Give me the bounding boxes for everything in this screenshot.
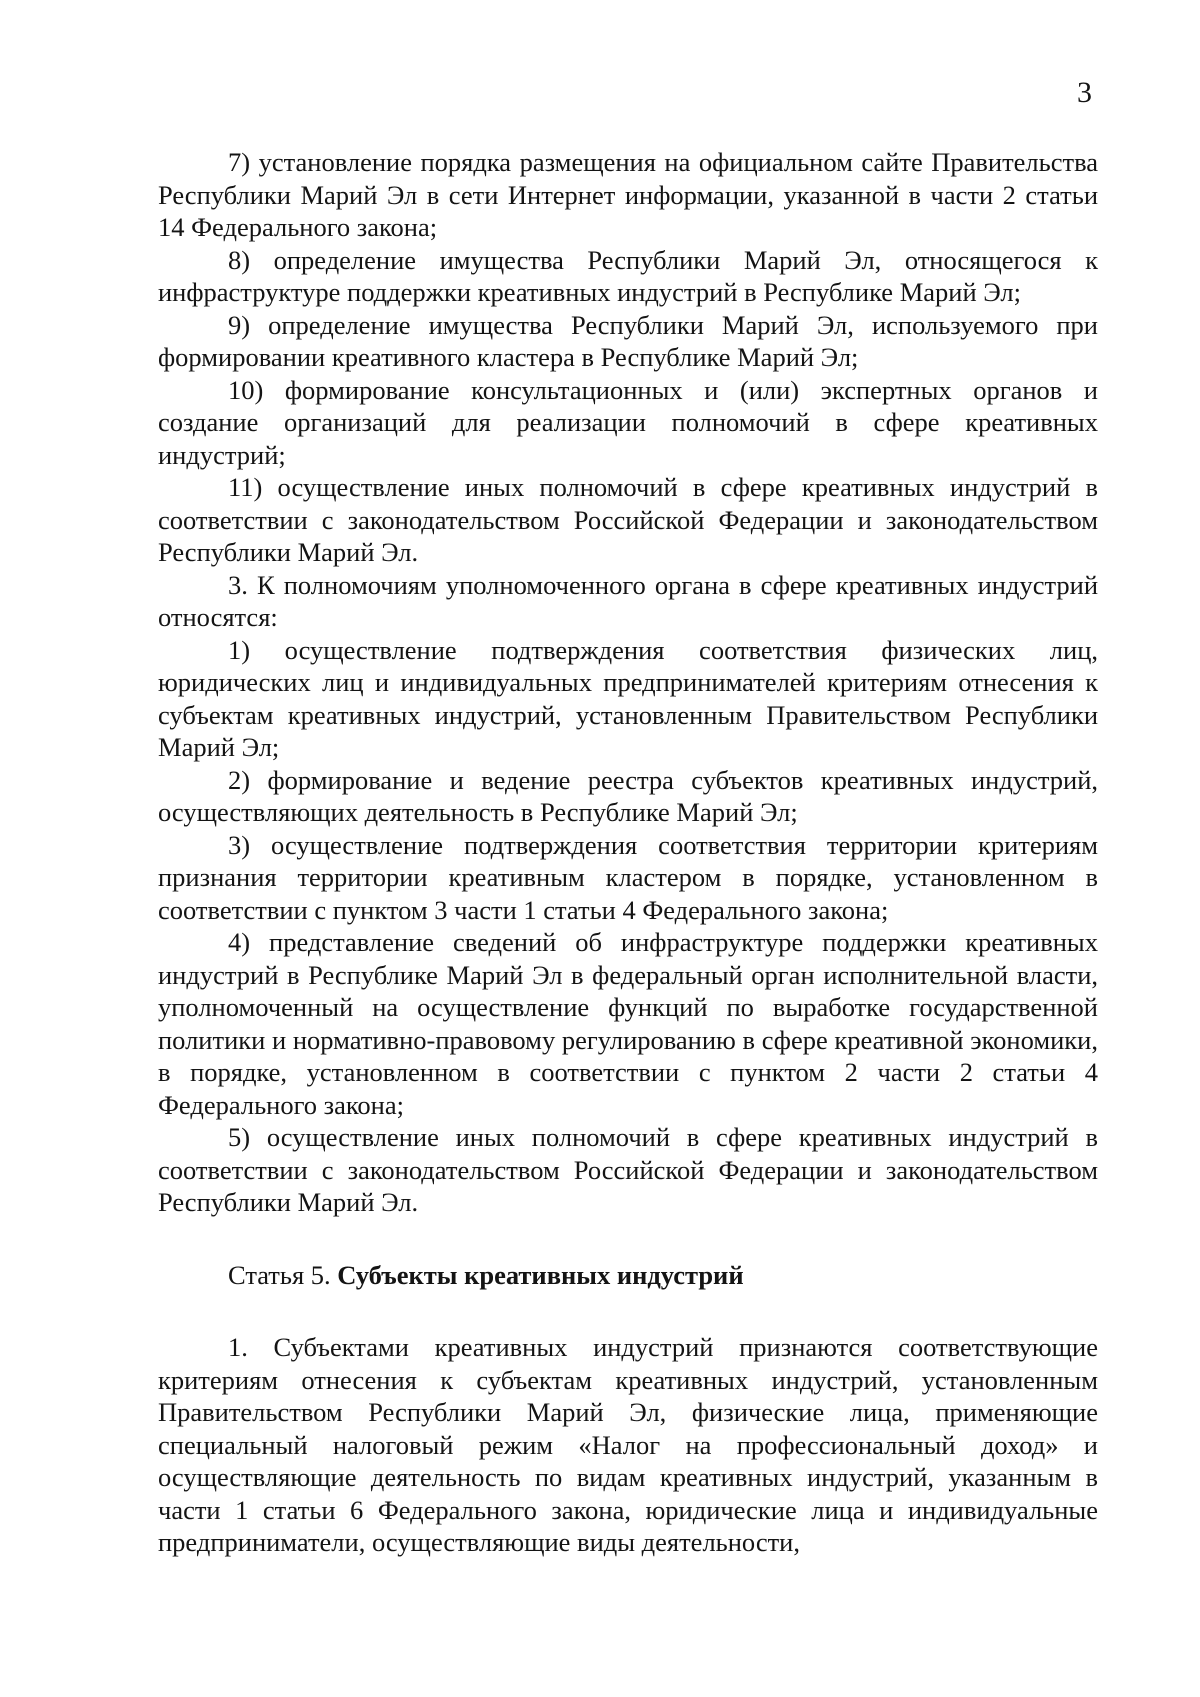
paragraph-part-3-item-1: 1) осуществление подтверждения соответствия физических лиц, юридических лиц и индивидуальных предпринимателей критериям отнесения к субъектам креативных индустрий, установленным Правительством Республики Марий Эл; bbox=[158, 634, 1098, 762]
paragraph-item-10: 10) формирование консультационных и (или) экспертных органов и создание организаций для реализации полномочий в сфере креативных индустрий; bbox=[158, 374, 1098, 470]
document-body bbox=[158, 146, 1098, 1559]
article-label: Статья 5. bbox=[228, 1259, 331, 1290]
paragraph-part-3-item-2: 2) формирование и ведение реестра субъектов креативных индустрий, осуществляющих деятельность в Республике Марий Эл; bbox=[158, 764, 1098, 827]
paragraph-item-11: 11) осуществление иных полномочий в сфере креативных индустрий в соответствии с законодательством Российской Федерации и законодательством Республики Марий Эл. bbox=[158, 472, 1098, 567]
paragraph-part-3-item-5: 5) осуществление иных полномочий в сфере креативных индустрий в соответствии с законодательством Российской Федерации и законодательством Республики Марий Эл. bbox=[158, 1122, 1098, 1217]
paragraph-part-3: 3. К полномочиям уполномоченного органа в сфере креативных индустрий относятся: bbox=[158, 569, 1098, 632]
paragraph-item-8: 8) определение имущества Республики Марий Эл, относящегося к инфраструктуре поддержки креативных индустрий в Республике Марий Эл; bbox=[158, 244, 1098, 307]
article-heading bbox=[158, 1259, 1098, 1292]
paragraph-part-3-item-4: 4) представление сведений об инфраструктуре поддержки креативных индустрий в Республике Марий Эл в федеральный орган исполнительной власти, уполномоченный на осуществление функций по выработке государственной политики и нормативно-правовому регулированию в сфере креативной экономики, в порядке, установленном в соответствии с пунктом 2 части 2 статьи 4 Федерального закона; bbox=[158, 927, 1098, 1120]
page-number: 3 bbox=[1077, 76, 1092, 109]
article-title: Субъекты креативных индустрий bbox=[337, 1259, 744, 1290]
paragraph-item-7: 7) установление порядка размещения на официальном сайте Правительства Республики Марий Эл в сети Интернет информации, указанной в части 2 статьи 14 Федерального закона; bbox=[158, 147, 1098, 242]
paragraph-article-5-part-1: 1. Субъектами креативных индустрий признаются соответствующие критериям отнесения к субъектам креативных индустрий, установленным Правительством Республики Марий Эл, физические лица, применяющие специальный налоговый режим «Налог на профессиональный доход» и осуществляющие деятельность по видам креативных индустрий, указанным в части 1 статьи 6 Федерального закона, юридические лица и индивидуальные предприниматели, осуществляющие виды деятельности, bbox=[158, 1332, 1098, 1557]
paragraph-part-3-item-3: 3) осуществление подтверждения соответствия территории критериям признания территории креативным кластером в порядке, установленном в соответствии с пунктом 3 части 1 статьи 4 Федерального закона; bbox=[158, 829, 1098, 925]
paragraph-item-9: 9) определение имущества Республики Марий Эл, используемого при формировании креативного кластера в Республике Марий Эл; bbox=[158, 309, 1098, 372]
